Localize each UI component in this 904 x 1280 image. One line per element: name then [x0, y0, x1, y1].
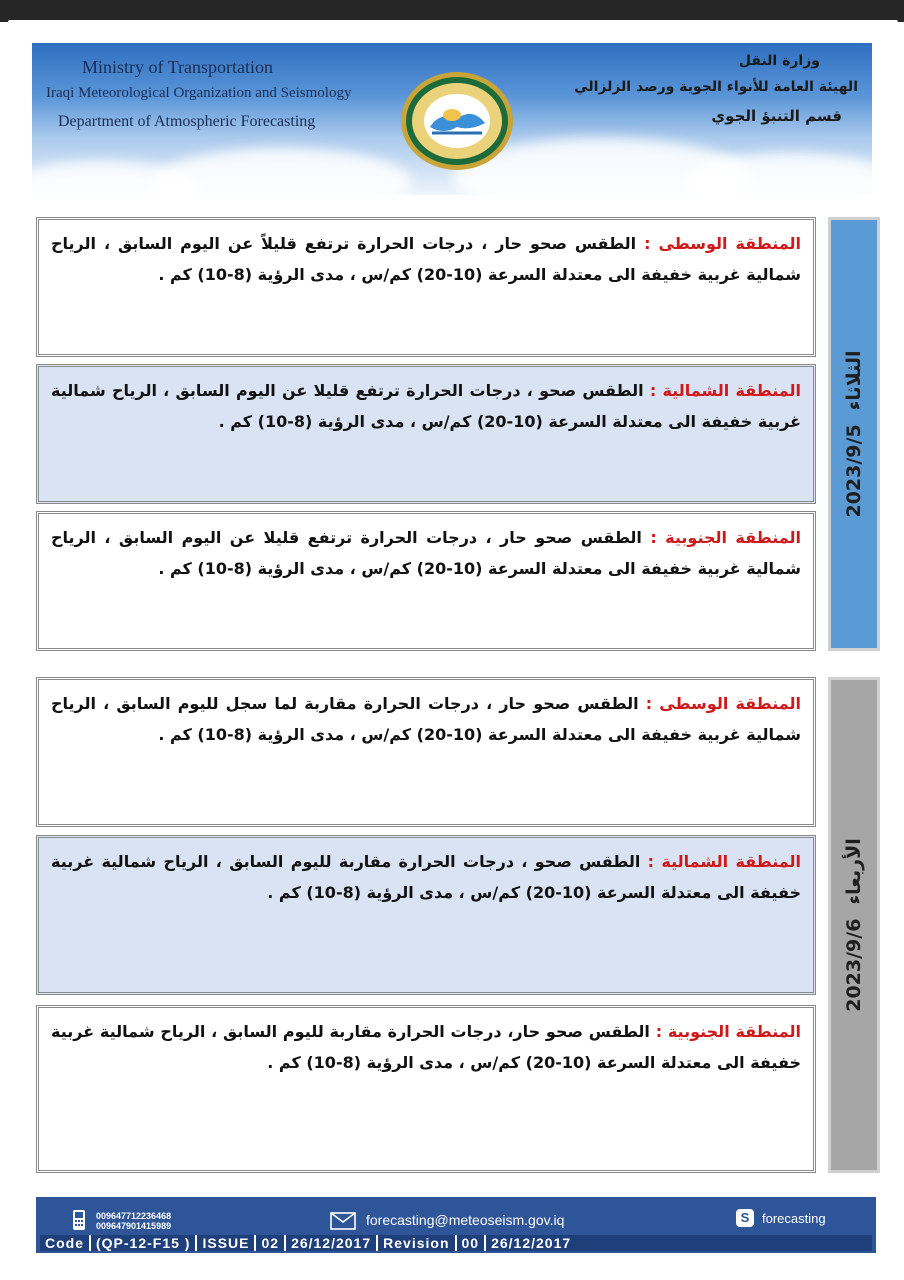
department-title-ar: قسم التنبؤ الجوي [711, 107, 842, 125]
skype-handle[interactable]: forecasting [762, 1211, 826, 1226]
code-value: (QP-12-F15 ) [91, 1235, 197, 1251]
phone-icon [72, 1209, 86, 1231]
ministry-title-en: Ministry of Transportation [82, 57, 274, 77]
mail-icon [330, 1212, 356, 1230]
issue-date: 26/12/2017 [286, 1235, 378, 1251]
region-label: المنطقة الجنوبية : [650, 528, 801, 547]
forecast-day-tuesday [36, 217, 880, 651]
date-value: 2023/9/6 [843, 918, 865, 1012]
region-label: المنطقة الشمالية : [649, 381, 802, 400]
revision-date: 26/12/2017 [491, 1235, 572, 1251]
revision-label: Revision [378, 1235, 456, 1251]
region-label: المنطقة الجنوبية : [655, 1022, 801, 1041]
phone-number-2: 009647901415989 [96, 1221, 172, 1231]
top-dark-bar [0, 0, 904, 22]
day-name: الثلاثاء [843, 350, 865, 411]
date-label [843, 838, 865, 1012]
organization-title-en: Iraqi Meteorological Organization and Seismology [46, 85, 352, 101]
email-link[interactable]: forecasting@meteoseism.gov.iq [366, 1212, 565, 1228]
phone-number-1: 009647712236468 [96, 1211, 172, 1221]
header-banner [32, 43, 872, 195]
date-label [843, 350, 865, 517]
issue-label: ISSUE [197, 1235, 256, 1251]
skype-icon: S [736, 1209, 754, 1227]
organization-logo [400, 71, 514, 171]
region-forecast-text: الطقس صحو ، درجات الحرارة ترتفع قليلا عن اليوم السابق ، الرياح شمالية غربية خفيفة الى معتدلة السرعة (10-20) كم/س ، مدى الرؤية (8-10) كم . [51, 381, 801, 431]
region-label: المنطقة الوسطى : [645, 694, 802, 713]
revision-value: 00 [457, 1235, 487, 1251]
region-forecast-text: الطقس صحو حار ، درجات الحرارة مقاربة لما سجل لليوم السابق ، الرياح شمالية غربية خفيفة الى معتدلة السرعة (10-20) كم/س ، مدى الرؤية (8-10) كم . [51, 694, 801, 744]
day-name: الأربعاء [843, 838, 865, 905]
document-code-row [40, 1235, 872, 1251]
date-bar [828, 677, 880, 1173]
region-label: المنطقة الوسطى : [644, 234, 801, 253]
ministry-title-ar: وزارة النقل [738, 53, 820, 69]
region-box-northern [36, 835, 816, 995]
region-forecast-text: الطقس صحو حار ، درجات الحرارة ترتفع قليلاً عن اليوم السابق ، الرياح شمالية غربية خفيفة الى معتدلة السرعة (10-20) كم/س ، مدى الرؤية (8-10) كم . [51, 234, 801, 284]
date-bar [828, 217, 880, 651]
date-value: 2023/9/5 [843, 424, 865, 518]
region-label: المنطقة الشمالية : [647, 852, 802, 871]
region-box-central [36, 217, 816, 357]
department-title-en: Department of Atmospheric Forecasting [58, 113, 316, 130]
organization-title-ar: الهيئة العامة للأنواء الجوية ورصد الزلزالي [574, 79, 858, 95]
phone-numbers [96, 1211, 171, 1231]
code-label: Code [40, 1235, 91, 1251]
region-box-southern [36, 511, 816, 651]
forecast-day-wednesday [36, 677, 880, 1173]
region-box-northern [36, 364, 816, 504]
region-forecast-text: الطقس صحو حار ، درجات الحرارة ترتفع قليلا عن اليوم السابق ، الرياح شمالية غربية خفيفة الى معتدلة السرعة (10-20) كم/س ، مدى الرؤية (8-10) كم . [51, 528, 801, 578]
region-box-southern [36, 1005, 816, 1173]
region-forecast-text: الطقس صحو حار، درجات الحرارة مقاربة لليوم السابق ، الرياح شمالية غربية خفيفة الى معتدلة السرعة (10-20) كم/س ، مدى الرؤية (8-10) كم . [51, 1022, 801, 1072]
region-box-central [36, 677, 816, 827]
region-forecast-text: الطقس صحو ، درجات الحرارة مقاربة لليوم السابق ، الرياح شمالية غربية خفيفة الى معتدلة السرعة (10-20) كم/س ، مدى الرؤية (8-10) كم . [51, 852, 801, 902]
footer-bar [36, 1197, 876, 1253]
issue-value: 02 [256, 1235, 286, 1251]
